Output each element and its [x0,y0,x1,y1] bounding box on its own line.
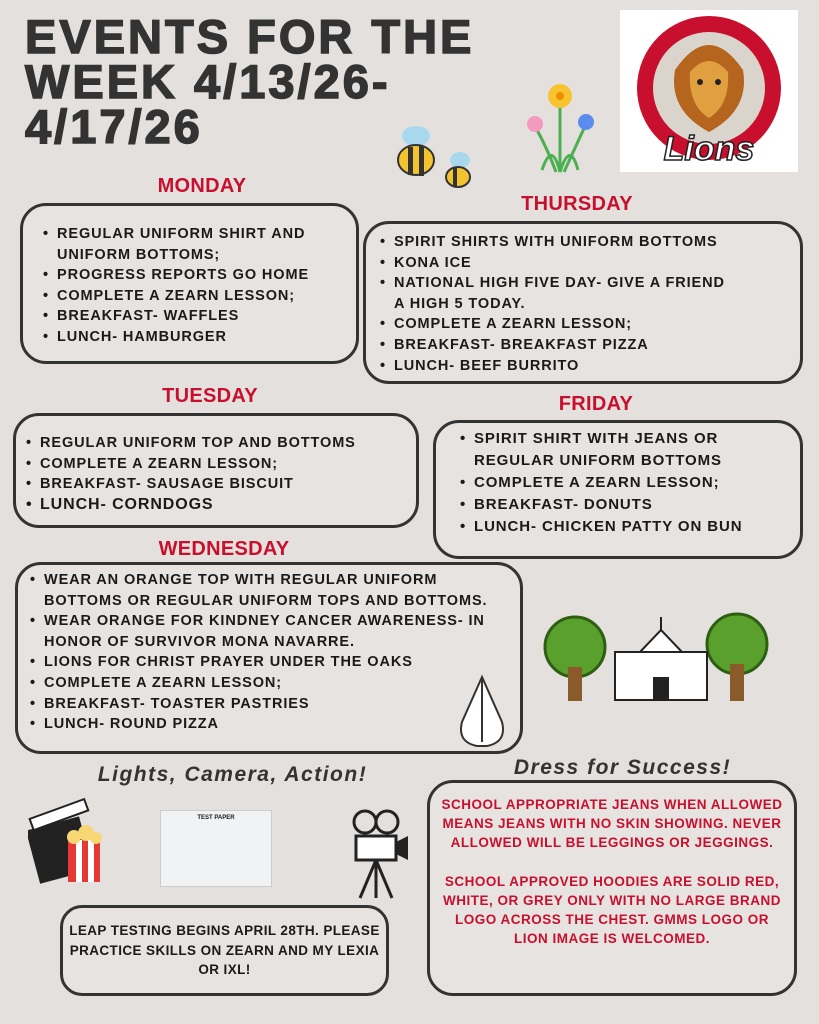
dress-code-hoodies: SCHOOL APPROVED HOODIES ARE SOLID RED, WHITE, OR GREY ONLY WITH NO LARGE BRAND LOGO ACROSS THE CHEST. GMMS LOGO OR LION IMAGE IS WELCOMED. [442,873,781,947]
list-item: • LUNCH- CORNDOGS [24,495,416,516]
monday-box [20,203,359,364]
list-item: • COMPLETE A ZEARN LESSON; [24,454,416,475]
trees-and-school-icon [530,612,785,704]
list-item: • COMPLETE A ZEARN LESSON; [28,673,523,694]
svg-text:Lions: Lions [663,130,755,168]
list-item: • COMPLETE A ZEARN LESSON; [378,314,800,335]
dress-for-success-heading: Dress for Success! [513,756,732,779]
title-line: EVENTS FOR THE [25,10,475,63]
friday-heading: FRIDAY [558,393,634,415]
leap-testing-note: LEAP TESTING BEGINS APRIL 28TH. PLEASE PRACTICE SKILLS ON ZEARN AND MY LEXIA OR IXL! [69,923,380,977]
list-item: • LUNCH- ROUND PIZZA [28,714,523,735]
dress-code-jeans: SCHOOL APPROPRIATE JEANS WHEN ALLOWED MEANS JEANS WITH NO SKIN SHOWING. NEVER ALLOWED WILL BE LEGGINGS OR JEGGINGS. [441,797,783,851]
list-item: • LIONS FOR CHRIST PRAYER UNDER THE OAKS [28,652,523,673]
clapperboard-popcorn-icon [28,795,113,887]
test-paper-image [160,810,272,887]
dress-code-box [427,780,797,996]
list-item: • BREAKFAST- DONUTS [458,494,800,516]
list-item: • BREAKFAST- SAUSAGE BISCUIT [24,474,416,495]
list-item: • BREAKFAST- WAFFLES [41,306,356,327]
title-line: 4/17/26 [25,100,203,153]
list-item: • REGULAR UNIFORM SHIRT AND UNIFORM BOTTOMS; [41,224,356,265]
list-item: • LUNCH- HAMBURGER [41,327,356,348]
thursday-heading: THURSDAY [521,193,633,215]
title-line: WEEK 4/13/26- [25,55,391,108]
movie-camera-icon [350,808,412,900]
list-item: • WEAR AN ORANGE TOP WITH REGULAR UNIFORM BOTTOMS OR REGULAR UNIFORM TOPS AND BOTTOMS. [28,570,498,611]
wednesday-heading: WEDNESDAY [158,538,290,560]
test-paper-label: TEST PAPER [197,815,235,821]
list-item: • PROGRESS REPORTS GO HOME [41,265,356,286]
list-item: • NATIONAL HIGH FIVE DAY- GIVE A FRIEND A HIGH 5 TODAY. [378,273,738,314]
list-item: • BREAKFAST- TOASTER PASTRIES [28,694,523,715]
flowers-icon [522,80,598,176]
list-item: • SPIRIT SHIRT WITH JEANS OR REGULAR UNIFORM BOTTOMS [458,428,778,472]
wednesday-box [15,562,523,754]
friday-box [433,420,803,559]
bees-icon [388,122,483,192]
leap-testing-box [60,905,389,996]
list-item: • SPIRIT SHIRTS WITH UNIFORM BOTTOMS [378,232,800,253]
list-item: • LUNCH- CHICKEN PATTY ON BUN [458,516,768,538]
tuesday-heading: TUESDAY [162,385,258,407]
thursday-box [363,221,803,384]
list-item: • LUNCH- BEEF BURRITO [378,356,800,377]
lights-camera-action-heading: Lights, Camera, Action! [97,763,368,786]
school-logo [620,10,798,172]
list-item: • COMPLETE A ZEARN LESSON; [41,286,356,307]
tuesday-box [13,413,419,528]
praying-hands-icon [452,672,512,750]
list-item: • BREAKFAST- BREAKFAST PIZZA [378,335,800,356]
list-item: • KONA ICE [378,253,800,274]
list-item: • WEAR ORANGE FOR KINDNEY CANCER AWARENESS- IN HONOR OF SURVIVOR MONA NAVARRE. [28,611,523,652]
list-item: • COMPLETE A ZEARN LESSON; [458,472,800,494]
list-item: • REGULAR UNIFORM TOP AND BOTTOMS [24,433,416,454]
lion-logo-icon [620,10,798,172]
monday-heading: MONDAY [157,175,247,197]
